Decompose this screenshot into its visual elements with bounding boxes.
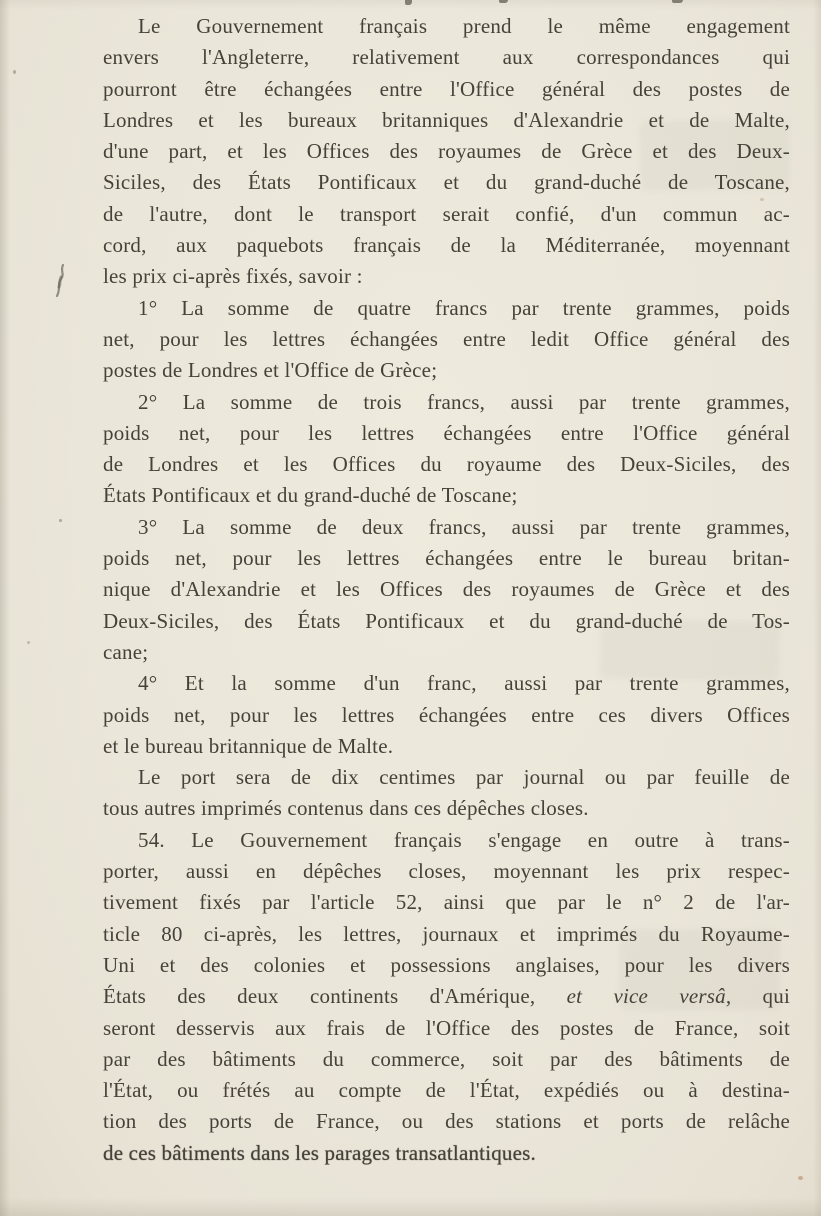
paragraph-tarif-4 <box>103 668 790 762</box>
text-line: et le bureau britannique de Malte. <box>103 733 394 758</box>
text-line: poids net, pour les lettres échangées entre ces divers Offices <box>103 702 790 727</box>
text-line: net, pour les lettres échangées entre ledit Office général des <box>103 326 790 351</box>
text-line: Uni et des colonies et possessions anglaises, pour les divers <box>103 952 790 977</box>
text-line: 4° Et la somme d'un franc, aussi par trente grammes, <box>138 671 790 696</box>
text-line: Deux-Siciles, des États Pontificaux et du grand-duché de Tos- <box>103 608 790 633</box>
paragraph-tarif-3 <box>103 512 790 668</box>
text-line: ticle 80 ci-après, les lettres, journaux et imprimés du Royaume- <box>103 921 790 946</box>
paragraph-tarif-1 <box>103 293 790 387</box>
text-line: d'une part, et les Offices des royaumes de Grèce et des Deux- <box>103 139 790 164</box>
clipped-glyph-fragment <box>405 0 412 5</box>
paper-speck <box>27 641 30 644</box>
clipped-glyph-fragment <box>499 0 508 3</box>
foxing-dot <box>798 1176 803 1180</box>
text-line: Siciles, des États Pontificaux et du grand-duché de Toscane, <box>103 170 790 195</box>
text-line: États Pontificaux et du grand-duché de Toscane; <box>103 483 518 508</box>
text-line: cane; <box>103 639 149 664</box>
text-line: Le Gouvernement français prend le même engagement <box>138 14 790 38</box>
paragraph-engagement-angleterre <box>103 11 790 293</box>
text-line-with-italic <box>103 981 790 1012</box>
italic-phrase: et vice versâ, <box>566 984 732 1009</box>
paper-speck <box>13 70 16 74</box>
text-line: porter, aussi en dépêches closes, moyennant les prix respec- <box>103 859 790 884</box>
paper-speck <box>59 519 62 522</box>
text-line: 3° La somme de deux francs, aussi par trente grammes, <box>138 514 790 539</box>
text-line: de Londres et les Offices du royaume des Deux-Siciles, des <box>103 452 790 477</box>
clipped-glyph-fragment <box>672 0 683 3</box>
text-line: par des bâtiments du commerce, soit par des bâtiments de <box>103 1046 790 1071</box>
text-line: l'État, ou frétés au compte de l'État, expédiés ou à destina- <box>103 1078 790 1103</box>
paragraph-tarif-2 <box>103 387 790 512</box>
text-line: poids net, pour les lettres échangées entre l'Office général <box>103 420 790 445</box>
paragraph-article-54 <box>103 825 790 1169</box>
text-line: 1° La somme de quatre francs par trente grammes, poids <box>138 295 790 320</box>
text-line: poids net, pour les lettres échangées entre le bureau britan- <box>103 546 790 571</box>
text-segment: qui <box>731 984 790 1009</box>
text-line: 54. Le Gouvernement français s'engage en outre à trans- <box>138 827 790 852</box>
ink-mark <box>52 263 68 299</box>
text-segment: États des deux continents d'Amérique, <box>103 984 567 1009</box>
text-line: 2° La somme de trois francs, aussi par trente grammes, <box>138 389 790 414</box>
text-line: tivement fixés par l'article 52, ainsi que par le n° 2 de l'ar- <box>103 890 790 915</box>
text-line: cord, aux paquebots français de la Méditerranée, moyennant <box>103 233 790 258</box>
text-line: de ces bâtiments dans les parages transatlantiques. <box>103 1140 536 1165</box>
text-line: Londres et les bureaux britanniques d'Alexandrie et de Malte, <box>103 107 790 132</box>
text-line: envers l'Angleterre, relativement aux correspondances qui <box>103 45 790 70</box>
text-line: postes de Londres et l'Office de Grèce; <box>103 358 438 383</box>
text-line: seront desservis aux frais de l'Office des postes de France, soit <box>103 1015 790 1040</box>
text-line: les prix ci-après fixés, savoir : <box>103 264 363 289</box>
ink-mark-glyph <box>52 263 68 299</box>
text-line: nique d'Alexandrie et les Offices des royaumes de Grèce et des <box>103 577 790 602</box>
text-line: de l'autre, dont le transport serait confié, d'un commun ac- <box>103 201 790 226</box>
text-line: tion des ports de France, ou des stations et ports de relâche <box>103 1109 790 1134</box>
text-line: tous autres imprimés contenus dans ces dépêches closes. <box>103 796 589 821</box>
paragraph-port-journaux <box>103 762 790 825</box>
text-line: Le port sera de dix centimes par journal ou par feuille de <box>138 765 790 790</box>
text-block <box>103 11 790 1169</box>
text-line: pourront être échangées entre l'Office général des postes de <box>103 76 790 101</box>
